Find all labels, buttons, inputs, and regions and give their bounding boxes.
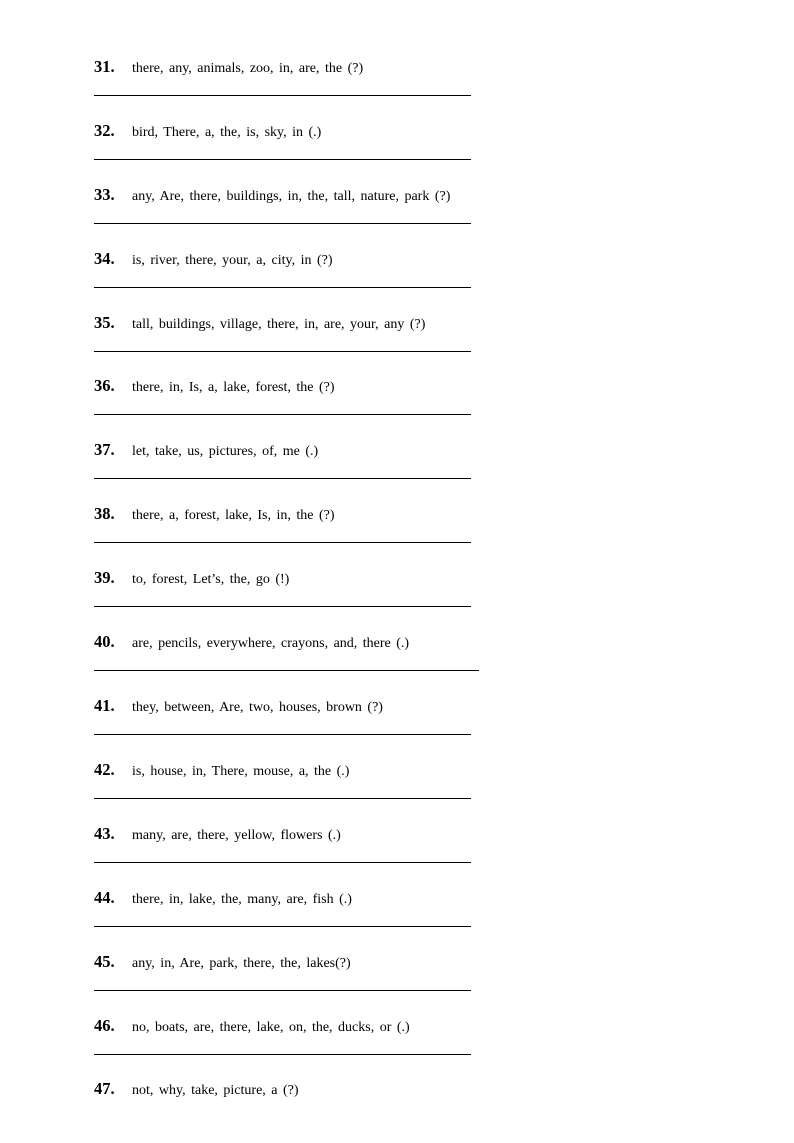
question-number: 44. xyxy=(94,888,115,907)
question-prompt xyxy=(94,1016,410,1038)
question-34 xyxy=(94,249,494,313)
question-number: 47. xyxy=(94,1079,115,1098)
scrambled-words: any, in, Are, park, there, the, lakes(?) xyxy=(132,956,351,971)
question-prompt xyxy=(94,696,383,718)
answer-line[interactable] xyxy=(94,798,471,799)
question-39 xyxy=(94,568,494,632)
answer-line[interactable] xyxy=(94,862,471,863)
question-32 xyxy=(94,121,494,185)
question-number: 34. xyxy=(94,249,115,268)
scrambled-words: there, in, lake, the, many, are, fish (.) xyxy=(132,892,352,907)
question-45 xyxy=(94,952,494,1016)
answer-line[interactable] xyxy=(94,670,479,671)
answer-line[interactable] xyxy=(94,414,471,415)
question-prompt xyxy=(94,568,289,590)
question-prompt xyxy=(94,313,425,335)
scrambled-words: let, take, us, pictures, of, me (.) xyxy=(132,444,319,459)
question-number: 39. xyxy=(94,568,115,587)
question-prompt xyxy=(94,504,335,526)
answer-line[interactable] xyxy=(94,351,471,352)
question-prompt xyxy=(94,952,351,974)
scrambled-words: to, forest, Let’s, the, go (!) xyxy=(132,572,290,587)
scrambled-words: bird, There, a, the, is, sky, in (.) xyxy=(132,125,322,140)
question-number: 38. xyxy=(94,504,115,523)
question-number: 31. xyxy=(94,57,115,76)
question-number: 35. xyxy=(94,313,115,332)
scrambled-words: there, a, forest, lake, Is, in, the (?) xyxy=(132,508,335,523)
question-number: 42. xyxy=(94,760,115,779)
scrambled-words: is, river, there, your, a, city, in (?) xyxy=(132,253,333,268)
answer-line[interactable] xyxy=(94,478,471,479)
answer-line[interactable] xyxy=(94,542,471,543)
question-number: 43. xyxy=(94,824,115,843)
answer-line[interactable] xyxy=(94,606,471,607)
question-41 xyxy=(94,696,494,760)
question-46 xyxy=(94,1016,494,1080)
question-33 xyxy=(94,185,494,249)
question-prompt xyxy=(94,121,321,143)
question-prompt xyxy=(94,760,349,782)
question-prompt xyxy=(94,249,333,271)
question-number: 33. xyxy=(94,185,115,204)
question-prompt xyxy=(94,376,335,398)
question-37 xyxy=(94,440,494,504)
question-number: 41. xyxy=(94,696,115,715)
scrambled-words: any, Are, there, buildings, in, the, tall, nature, park (?) xyxy=(132,189,451,204)
scrambled-words: they, between, Are, two, houses, brown (?) xyxy=(132,700,383,715)
question-number: 45. xyxy=(94,952,115,971)
answer-line[interactable] xyxy=(94,926,471,927)
scrambled-words: tall, buildings, village, there, in, are, your, any (?) xyxy=(132,317,426,332)
scrambled-words: many, are, there, yellow, flowers (.) xyxy=(132,828,341,843)
question-43 xyxy=(94,824,494,888)
question-prompt xyxy=(94,185,450,207)
question-prompt xyxy=(94,1079,299,1101)
question-prompt xyxy=(94,888,352,910)
question-number: 36. xyxy=(94,376,115,395)
scrambled-words: are, pencils, everywhere, crayons, and, there (.) xyxy=(132,636,410,651)
question-44 xyxy=(94,888,494,952)
question-35 xyxy=(94,313,494,377)
answer-line[interactable] xyxy=(94,223,471,224)
scrambled-words: there, any, animals, zoo, in, are, the (?) xyxy=(132,61,364,76)
answer-line[interactable] xyxy=(94,159,471,160)
question-number: 32. xyxy=(94,121,115,140)
answer-line[interactable] xyxy=(94,734,471,735)
question-42 xyxy=(94,760,494,824)
question-prompt xyxy=(94,57,363,79)
question-number: 37. xyxy=(94,440,115,459)
question-prompt xyxy=(94,440,318,462)
question-40 xyxy=(94,632,494,696)
question-38 xyxy=(94,504,494,568)
scrambled-words: no, boats, are, there, lake, on, the, ducks, or (.) xyxy=(132,1020,410,1035)
question-47 xyxy=(94,1079,494,1143)
answer-line[interactable] xyxy=(94,287,471,288)
question-31 xyxy=(94,57,494,121)
question-number: 40. xyxy=(94,632,115,651)
question-number: 46. xyxy=(94,1016,115,1035)
answer-line[interactable] xyxy=(94,1054,471,1055)
answer-line[interactable] xyxy=(94,990,471,991)
scrambled-words: not, why, take, picture, a (?) xyxy=(132,1083,299,1098)
answer-line[interactable] xyxy=(94,95,471,96)
scrambled-words: is, house, in, There, mouse, a, the (.) xyxy=(132,764,350,779)
question-prompt xyxy=(94,824,341,846)
scrambled-words: there, in, Is, a, lake, forest, the (?) xyxy=(132,380,335,395)
question-prompt xyxy=(94,632,409,654)
question-36 xyxy=(94,376,494,440)
